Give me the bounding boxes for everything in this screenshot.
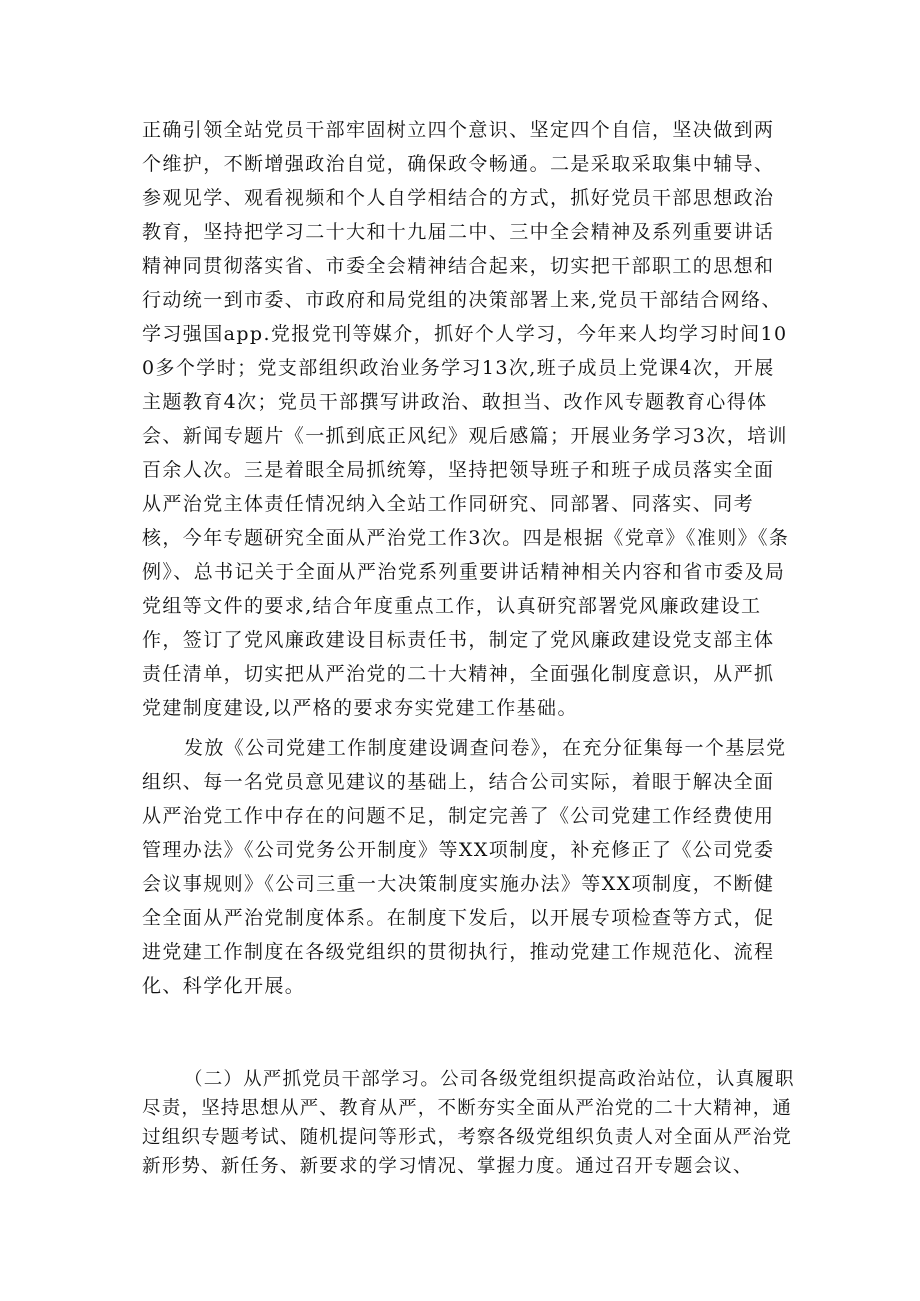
paragraph-system-construction: 发放《公司党建工作制度建设调查问卷》，在充分征集每一个基层党组织、每一名党员意见建议的基础上，结合公司实际，着眼于解决全面从严治党工作中存在的问题不足，制定完善了《公司党建工作经费使用管理办法》《公司党务公开制度》等XX项制度，补充修正了《公司党委会议事规则》《公司三重一大决策制度实施办法》等XX项制度，不断健全全面从严治党制度体系。在制度下发后，以开展专项检查等方式，促进党建工作制度在各级党组织的贯彻执行，推动党建工作规范化、流程化、科学化开展。: [142, 737, 787, 997]
paragraph-cadre-study: （二）从严抓党员干部学习。公司各级党组织提高政治站位，认真履职尽责，坚持思想从严、教育从严，不断夯实全面从严治党的二十大精神，通过组织专题考试、随机提问等形式，考察各级党组织负责人对全面从严治党新形势、新任务、新要求的学习情况、掌握力度。通过召开专题会议、: [142, 1069, 795, 1177]
paragraph-party-building-education: 正确引领全站党员干部牢固树立四个意识、坚定四个自信，坚决做到两个维护，不断增强政治自觉，确保政令畅通。二是采取采取集中辅导、参观见学、观看视频和个人自学相结合的方式，抓好党员干部思想政治教育，坚持把学习二十大和十九届二中、三中全会精神及系列重要讲话精神同贯彻落实省、市委全会精神结合起来，切实把干部职工的思想和行动统一到市委、市政府和局党组的决策部署上来,党员干部结合网络、学习强国app.党报党刊等媒介，抓好个人学习，今年来人均学习时间100多个学时；党支部组织政治业务学习13次,班子成员上党课4次，开展主题教育4次；党员干部撰写讲政治、敢担当、改作风专题教育心得体会、新闻专题片《一抓到底正风纪》观后感篇；开展业务学习3次，培训百余人次。三是着眼全局抓统筹，坚持把领导班子和班子成员落实全面从严治党主体责任情况纳入全站工作同研究、同部署、同落实、同考核，今年专题研究全面从严治党工作3次。四是根据《党章》《准则》《条例》、总书记关于全面从严治党系列重要讲话精神相关内容和省市委及局党组等文件的要求,结合年度重点工作，认真研究部署党风廉政建设工作，签订了党风廉政建设目标责任书，制定了党风廉政建设党支部主体责任清单，切实把从严治党的二十大精神，全面强化制度意识，从严抓党建制度建设,以严格的要求夯实党建工作基础。: [142, 119, 790, 719]
